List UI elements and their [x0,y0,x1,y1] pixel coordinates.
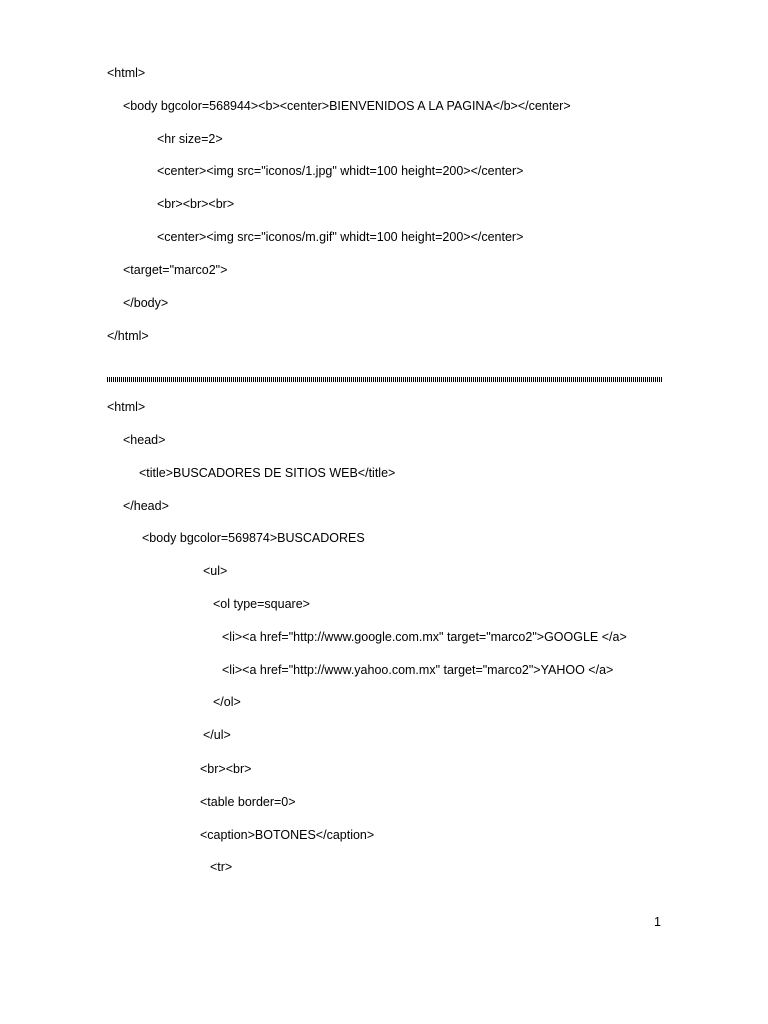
code-line: <tr> [210,860,233,874]
code-line: <html> [107,66,146,80]
code-line: </head> [123,499,169,513]
section-divider [107,377,662,382]
code-line: <caption>BOTONES</caption> [200,828,375,842]
code-line: <target="marco2"> [123,263,228,277]
code-line: <br><br> [200,762,252,776]
code-line: <li><a href="http://www.google.com.mx" target="marco2">GOOGLE </a> [222,630,627,644]
code-line: <html> [107,400,146,414]
code-line: </ul> [203,728,231,742]
code-line: </body> [123,296,169,310]
code-line: <center><img src="iconos/1.jpg" whidt=100 height=200></center> [157,164,524,178]
code-line: <br><br><br> [157,197,235,211]
code-line: </html> [107,329,149,343]
code-line: <body bgcolor=568944><b><center>BIENVENIDOS A LA PAGINA</b></center> [123,99,571,113]
code-line: <title>BUSCADORES DE SITIOS WEB</title> [139,466,396,480]
code-line: <table border=0> [200,795,296,809]
code-line: <head> [123,433,166,447]
code-line: <ol type=square> [213,597,310,611]
code-line: <center><img src="iconos/m.gif" whidt=100 height=200></center> [157,230,524,244]
code-line: </ol> [213,695,241,709]
code-line: <ul> [203,564,228,578]
code-line: <hr size=2> [157,132,223,146]
code-line: <li><a href="http://www.yahoo.com.mx" target="marco2">YAHOO </a> [222,663,614,677]
code-line: <body bgcolor=569874>BUSCADORES [142,531,365,545]
page-number: 1 [654,915,661,929]
